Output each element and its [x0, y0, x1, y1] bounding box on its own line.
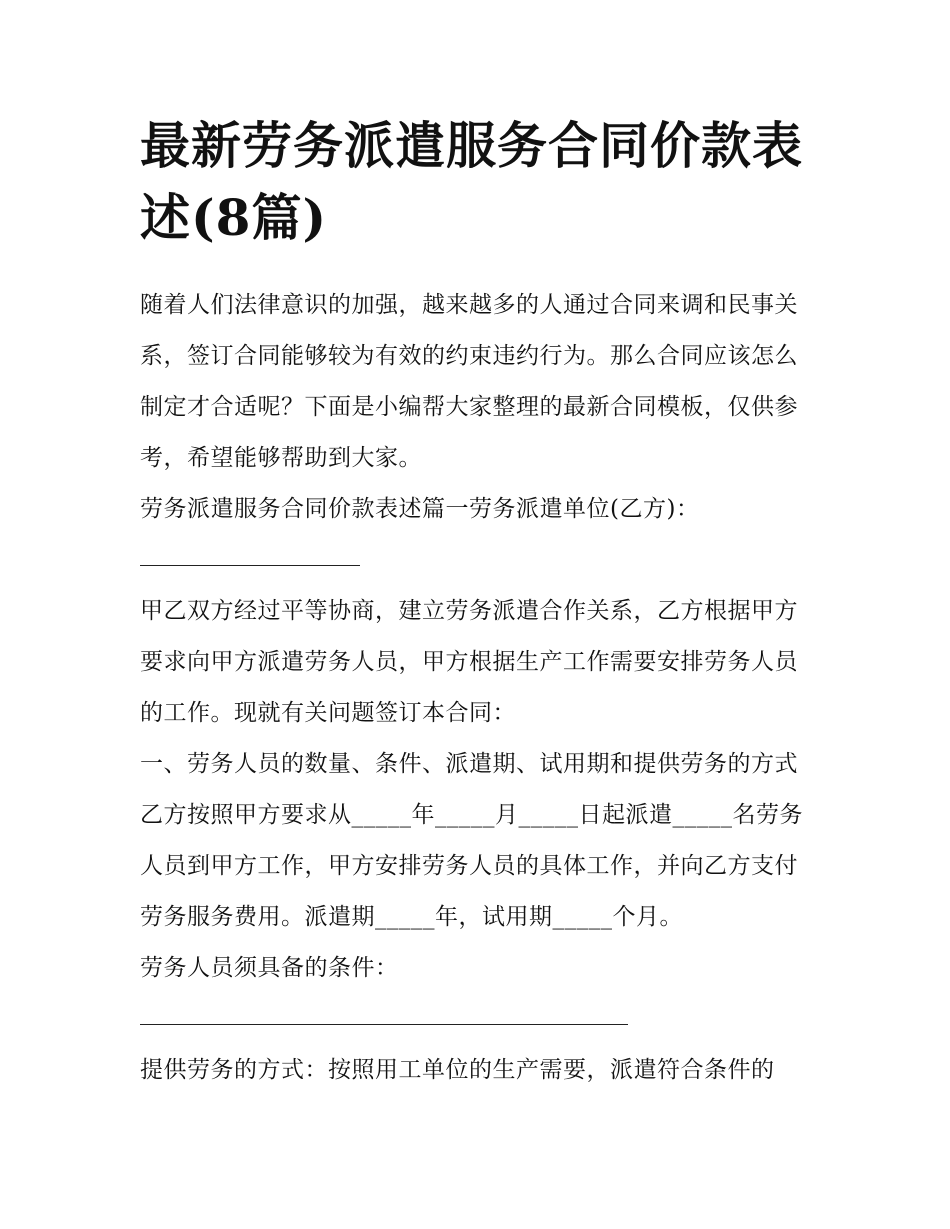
conditions-paragraph: 劳务人员须具备的条件： — [140, 955, 399, 981]
dispatch-paragraph: 乙方按照甲方要求从_____年_____月_____日起派遣_____名劳务人员到甲方工作，甲方安排劳务人员的具体工作，并向乙方支付劳务服务费用。派遣期_____年，试用期_____个月。 — [140, 802, 803, 930]
method-paragraph: 提供劳务的方式：按照用工单位的生产需要，派遣符合条件的 — [140, 1057, 775, 1083]
intro-paragraph: 随着人们法律意识的加强，越来越多的人通过合同来调和民事关系，签订合同能够较为有效的约束违约行为。那么合同应该怎么制定才合适呢？下面是小编帮大家整理的最新合同模板，仅供参考，希望能够帮助到大家。 — [140, 292, 798, 471]
conditions-blank-line — [140, 994, 815, 1045]
agreement-paragraph: 甲乙双方经过平等协商，建立劳务派遣合作关系，乙方根据甲方要求向甲方派遣劳务人员，甲方根据生产工作需要安排劳务人员的工作。现就有关问题签订本合同： — [140, 598, 798, 726]
clause-1-heading: 一、劳务人员的数量、条件、派遣期、试用期和提供劳务的方式 — [140, 751, 798, 777]
document-title: 最新劳务派遣服务合同价款表述(8篇) — [140, 116, 803, 247]
document-page — [140, 110, 815, 1096]
section-1-heading: 劳务派遣服务合同价款表述篇一劳务派遣单位(乙方)： — [140, 496, 700, 522]
fill-in-blank-line — [140, 535, 815, 586]
